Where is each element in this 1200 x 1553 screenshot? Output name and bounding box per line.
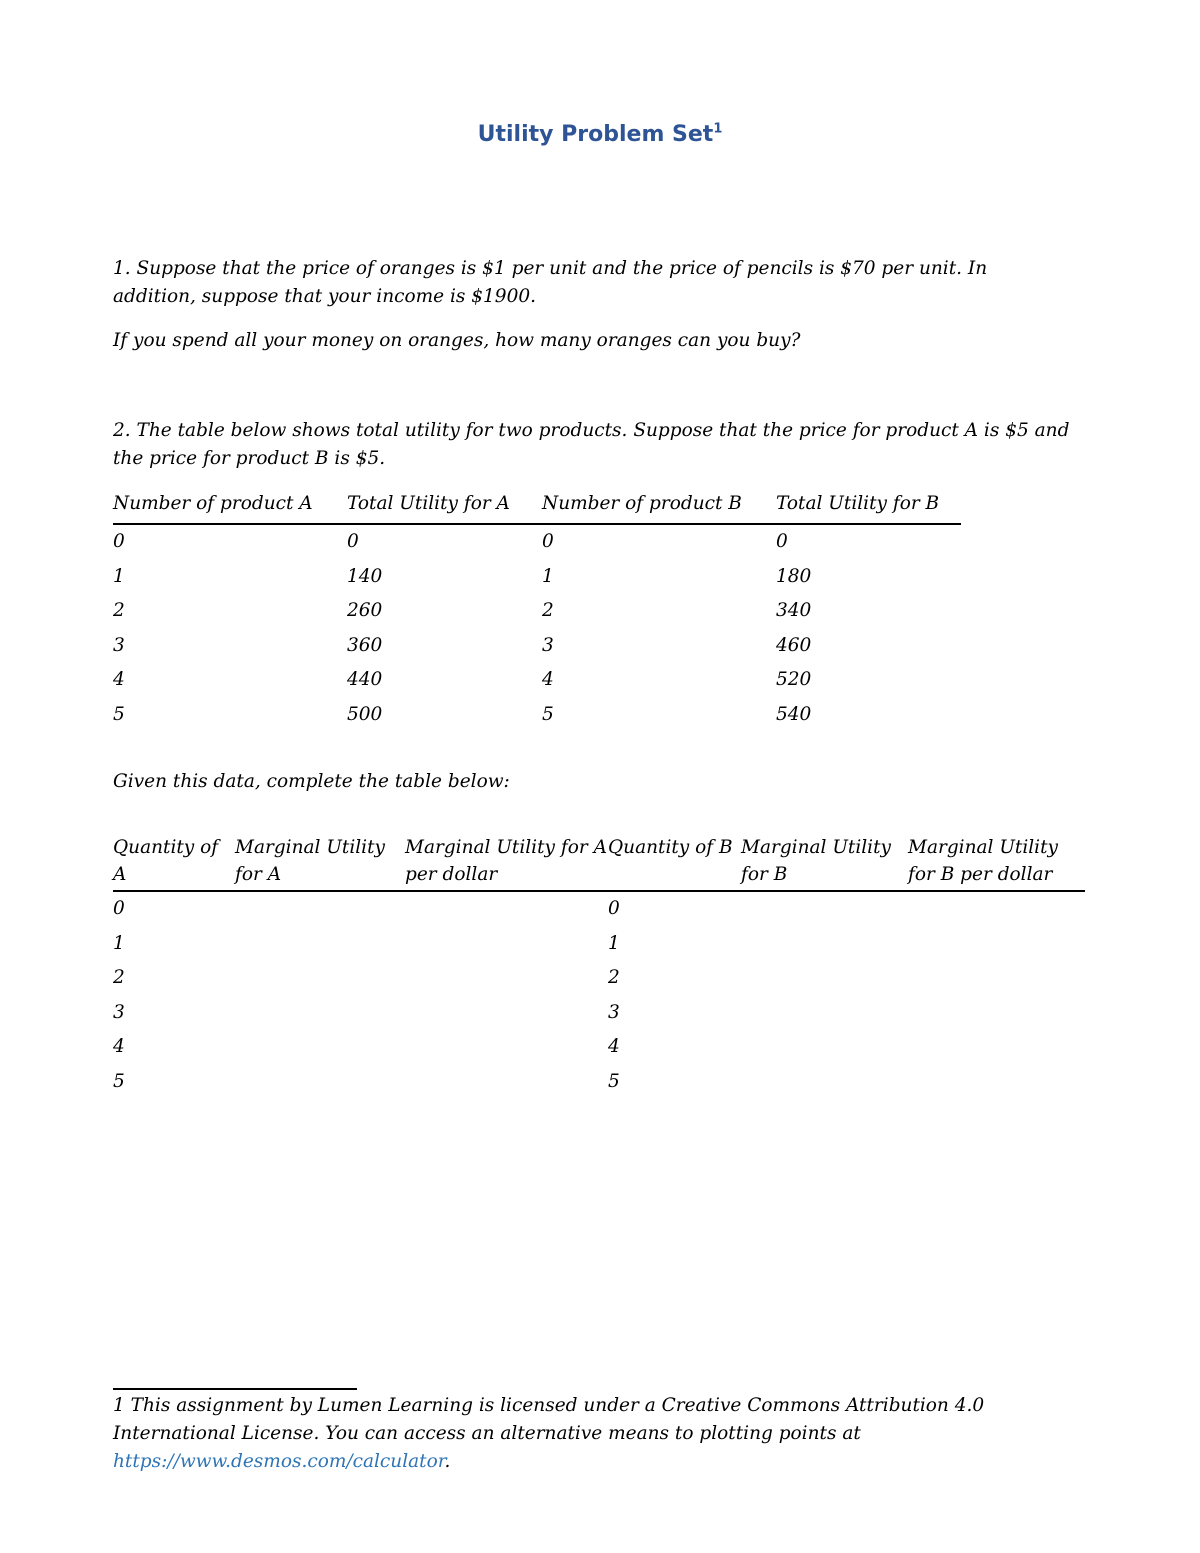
table-cell xyxy=(908,1030,1085,1065)
table-cell xyxy=(405,1065,608,1100)
marginal-utility-header-row xyxy=(113,834,1085,891)
table-cell: 4 xyxy=(113,669,125,691)
table-cell: 2 xyxy=(542,600,554,622)
table-cell: 0 xyxy=(608,898,620,919)
table-cell: 3 xyxy=(113,1001,125,1023)
table-cell: 0 xyxy=(347,531,359,552)
table-cell: 5 xyxy=(608,1070,620,1092)
total-utility-row xyxy=(113,594,961,629)
table-cell: 0 xyxy=(113,531,125,552)
table-cell: 4 xyxy=(113,1036,125,1058)
table-cell: 2 xyxy=(113,600,125,622)
table-cell: 460 xyxy=(776,634,812,656)
table-cell xyxy=(235,961,405,996)
total-utility-header-row xyxy=(113,493,961,524)
table-cell xyxy=(908,961,1085,996)
table-cell xyxy=(741,891,908,927)
table-cell: 360 xyxy=(347,634,383,656)
marginal-utility-row xyxy=(113,1030,1085,1065)
table-cell: 140 xyxy=(347,565,383,587)
table-cell: 500 xyxy=(347,703,383,725)
total-utility-table xyxy=(113,493,961,733)
marginal-utility-row xyxy=(113,891,1085,927)
table-cell xyxy=(741,996,908,1031)
table-cell: 1 xyxy=(113,565,125,587)
table-cell: 2 xyxy=(608,967,620,989)
table-cell xyxy=(908,927,1085,962)
table-cell: 5 xyxy=(542,703,554,725)
table-cell xyxy=(405,891,608,927)
table-cell xyxy=(405,1030,608,1065)
table-cell xyxy=(235,1065,405,1100)
table-cell: 520 xyxy=(776,669,812,691)
table-cell xyxy=(741,1030,908,1065)
marginal-utility-row xyxy=(113,996,1085,1031)
table-cell: 5 xyxy=(113,1070,125,1092)
marginal-utility-row xyxy=(113,961,1085,996)
header-quantity-b: Quantity of B xyxy=(608,834,741,891)
header-marginal-utility-b-per-dollar: Marginal Utility for B per dollar xyxy=(908,834,1085,891)
title-footnote-marker[interactable]: 1 xyxy=(713,121,723,137)
marginal-utility-row xyxy=(113,1065,1085,1100)
table-cell xyxy=(741,961,908,996)
table-cell xyxy=(741,927,908,962)
table-cell: 1 xyxy=(608,932,620,954)
header-total-utility-b: Total Utility for B xyxy=(776,493,961,524)
table-cell xyxy=(908,891,1085,927)
table-cell: 4 xyxy=(608,1036,620,1058)
title-text: Utility Problem Set xyxy=(477,122,714,147)
table-cell xyxy=(235,927,405,962)
question-1-text: 1. Suppose that the price of oranges is $1 per unit and the price of pencils is $70 per unit. In addition, suppose that your income is $1900. xyxy=(113,258,988,307)
total-utility-row xyxy=(113,560,961,595)
footnote-text: 1 This assignment by Lumen Learning is licensed under a Creative Commons Attribution 4.0 International License. You can access an alternative means to plotting points at xyxy=(113,1395,985,1444)
question-2-text: 2. The table below shows total utility for two products. Suppose that the price for product A is $5 and the price for product B is $5. xyxy=(113,420,1070,469)
table-cell xyxy=(741,1065,908,1100)
table-cell xyxy=(405,961,608,996)
table-cell: 2 xyxy=(113,967,125,989)
table-cell: 0 xyxy=(542,531,554,552)
table-cell: 340 xyxy=(776,600,812,622)
table-cell: 3 xyxy=(608,1001,620,1023)
table-cell: 4 xyxy=(542,669,554,691)
table-cell xyxy=(235,1030,405,1065)
table-cell: 1 xyxy=(113,932,125,954)
question-2-instruction: Given this data, complete the table below: xyxy=(113,771,510,792)
table-cell xyxy=(405,996,608,1031)
question-1-prompt: If you spend all your money on oranges, how many oranges can you buy? xyxy=(113,330,801,351)
document-title xyxy=(0,122,1200,147)
table-cell xyxy=(235,996,405,1031)
table-cell xyxy=(405,927,608,962)
table-cell xyxy=(908,1065,1085,1100)
marginal-utility-row xyxy=(113,927,1085,962)
table-cell: 3 xyxy=(542,634,554,656)
footnote-suffix: . xyxy=(444,1451,451,1472)
table-cell: 180 xyxy=(776,565,812,587)
header-marginal-utility-a-per-dollar: Marginal Utility for A per dollar xyxy=(405,834,608,891)
table-cell: 0 xyxy=(776,531,788,552)
total-utility-row xyxy=(113,524,961,560)
header-quantity-a: Quantity of A xyxy=(113,834,235,891)
footnote-separator xyxy=(113,1388,357,1390)
total-utility-row xyxy=(113,663,961,698)
table-cell xyxy=(235,891,405,927)
header-total-utility-a: Total Utility for A xyxy=(347,493,542,524)
header-number-product-a: Number of product A xyxy=(113,493,347,524)
header-marginal-utility-b: Marginal Utility for B xyxy=(741,834,908,891)
table-cell: 0 xyxy=(113,898,125,919)
header-marginal-utility-a: Marginal Utility for A xyxy=(235,834,405,891)
table-cell: 3 xyxy=(113,634,125,656)
table-cell xyxy=(908,996,1085,1031)
table-cell: 1 xyxy=(542,565,554,587)
header-number-product-b: Number of product B xyxy=(542,493,776,524)
table-cell: 440 xyxy=(347,669,383,691)
marginal-utility-table xyxy=(113,834,1085,1100)
desmos-link[interactable]: https://www.desmos.com/calculator xyxy=(113,1451,445,1472)
table-cell: 5 xyxy=(113,703,125,725)
total-utility-row xyxy=(113,698,961,733)
total-utility-row xyxy=(113,629,961,664)
table-cell: 260 xyxy=(347,600,383,622)
footnote xyxy=(113,1392,1073,1476)
table-cell: 540 xyxy=(776,703,812,725)
